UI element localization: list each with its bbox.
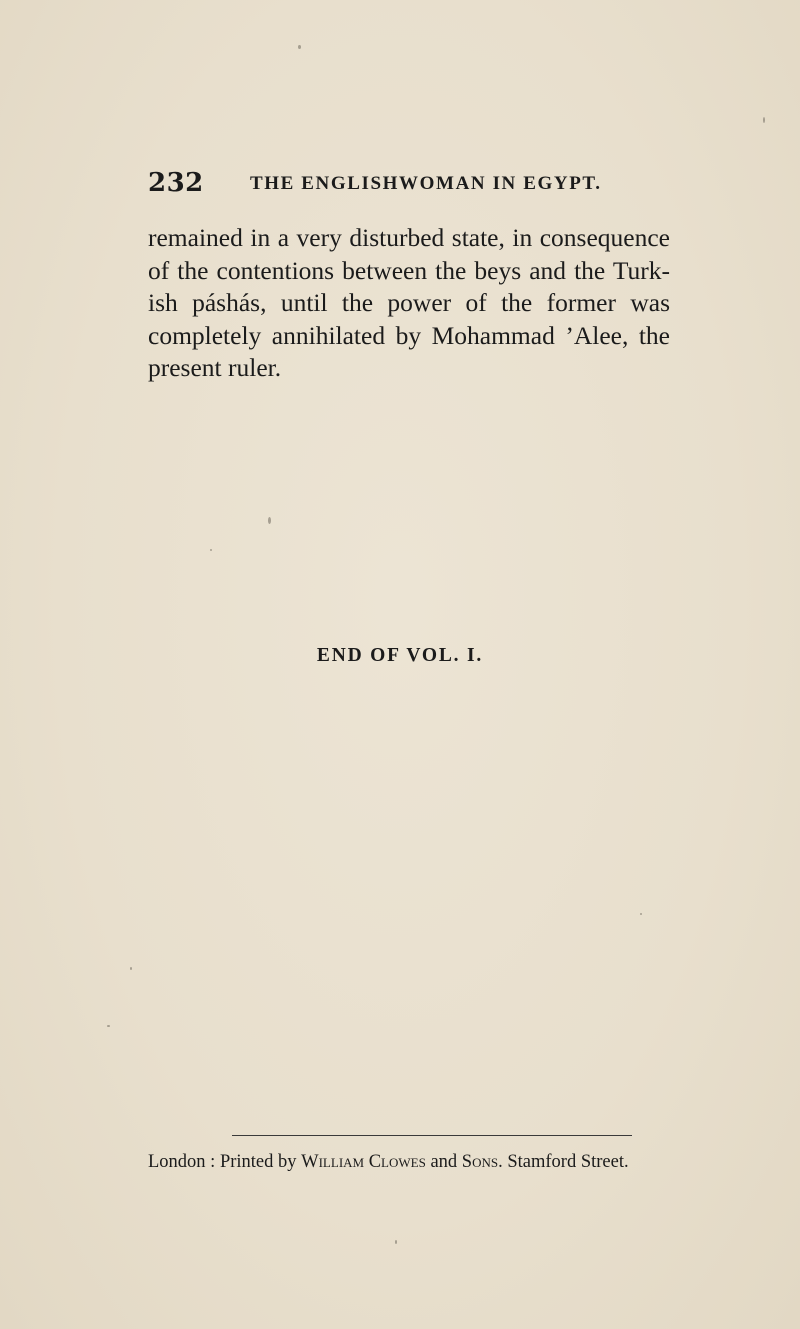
page-number: 232 — [148, 168, 204, 198]
paper-speck — [298, 45, 301, 49]
imprint-middle: and — [425, 1152, 462, 1172]
printer-imprint — [148, 1152, 708, 1173]
text-line: remained in a very disturbed state, in consequence — [148, 223, 670, 252]
imprint-printer-name: William Clowes — [301, 1152, 426, 1172]
text-line: ish páshás, until the power of the former was — [148, 288, 670, 318]
text-line: of the contentions between the beys and the Turk- — [148, 255, 670, 285]
text-line: completely annihilated by Mohammad ’Alee, the — [148, 320, 670, 350]
imprint-rule — [232, 1135, 632, 1136]
paper-speck — [107, 1025, 110, 1027]
imprint-sons: Sons — [461, 1152, 499, 1172]
paper-speck — [763, 117, 765, 123]
imprint-prefix: London : Printed by — [148, 1152, 302, 1172]
body-paragraph — [148, 222, 670, 385]
paper-speck — [640, 913, 642, 915]
end-of-volume-mark: END OF VOL. I. — [316, 645, 484, 666]
text-line: present ruler. — [148, 353, 282, 383]
running-title: THE ENGLISHWOMAN IN EGYPT. — [250, 173, 602, 194]
paper-speck — [210, 549, 212, 551]
running-head — [148, 168, 668, 204]
paper-speck — [395, 1240, 397, 1244]
imprint-suffix: . Stamford Street. — [498, 1152, 629, 1172]
paper-speck — [268, 517, 271, 524]
paper-speck — [130, 967, 132, 970]
